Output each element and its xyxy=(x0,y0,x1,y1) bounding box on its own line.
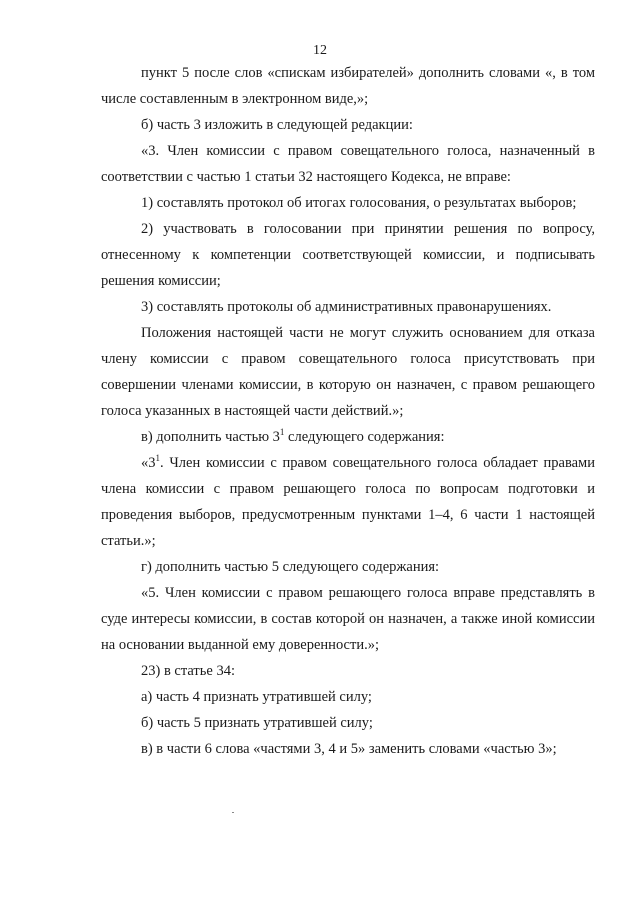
document-body xyxy=(101,60,595,762)
paragraph-2: б) часть 3 изложить в следующей редакции: xyxy=(141,117,413,133)
paragraph-9-after: . Член комиссии с правом совещательного голоса обладает правами члена комиссии с правом решающего голоса по вопросам подготовки и проведения выборов, предусмотренным пунктами 1–4, 6 части 1 настоящей статьи.»; xyxy=(101,455,595,549)
paragraph-15: в) в части 6 слова «частями 3, 4 и 5» заменить словами «частью 3»; xyxy=(141,741,557,757)
paragraph-8-sup: 1 xyxy=(279,427,285,438)
paragraph-9-sup: 1 xyxy=(155,453,160,464)
paragraph-13: а) часть 4 признать утратившей силу; xyxy=(141,689,372,705)
paragraph-9-before: «3 xyxy=(141,455,156,471)
paragraph-4: 1) составлять протокол об итогах голосования, о результатах выборов; xyxy=(141,195,577,211)
paragraph-8 xyxy=(101,424,595,450)
paragraph-6: 3) составлять протоколы об административных правонарушениях. xyxy=(141,299,552,315)
paragraph-10: г) дополнить частью 5 следующего содержания: xyxy=(141,559,440,575)
paragraph-9 xyxy=(101,450,595,554)
paragraph-8-before: в) дополнить частью 3 xyxy=(141,429,280,445)
scan-speck xyxy=(232,812,234,813)
page-number: 12 xyxy=(313,43,327,58)
paragraph-14: б) часть 5 признать утратившей силу; xyxy=(141,715,373,731)
paragraph-5: 2) участвовать в голосовании при принятии решения по вопросу, отнесенному к компетенции соответствующей комиссии, и подписывать решения комиссии; xyxy=(101,221,595,289)
paragraph-7: Положения настоящей части не могут служить основанием для отказа члену комиссии с правом совещательного голоса присутствовать при совершении членами комиссии, в которую он назначен, с правом решающего голоса указанных в настоящей части действий.»; xyxy=(101,325,595,419)
paragraph-3: «3. Член комиссии с правом совещательного голоса, назначенный в соответствии с частью 1 статьи 32 настоящего Кодекса, не вправе: xyxy=(101,143,595,185)
paragraph-1: пункт 5 после слов «спискам избирателей» дополнить словами «, в том числе составленным в электронном виде,»; xyxy=(101,65,595,107)
paragraph-8-after: следующего содержания: xyxy=(284,429,445,445)
paragraph-12: 23) в статье 34: xyxy=(141,663,235,679)
paragraph-11: «5. Член комиссии с правом решающего голоса вправе представлять в суде интересы комиссии, в состав которой он назначен, а также иной комиссии на основании выданной ему доверенности.»; xyxy=(101,585,595,653)
